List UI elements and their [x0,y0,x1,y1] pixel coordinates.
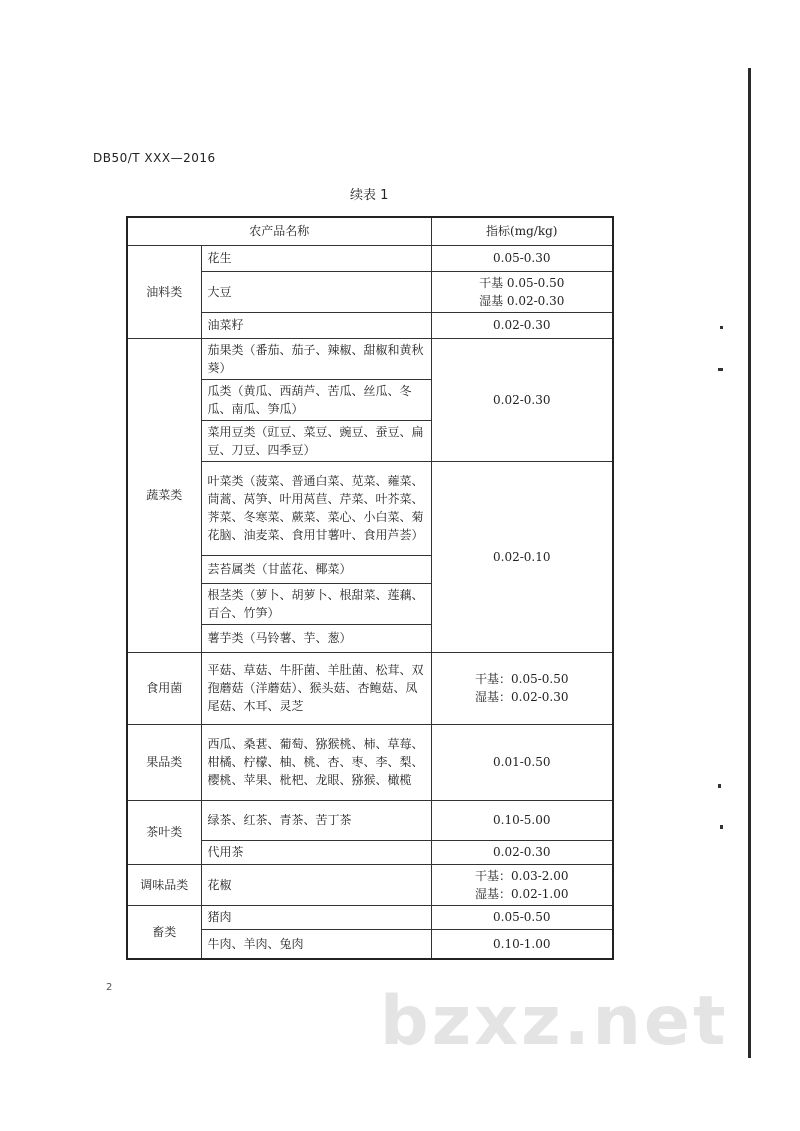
scan-speck [718,784,721,788]
limit-tea: 0.10-5.00 [431,800,613,840]
limit-peanut: 0.05-0.30 [431,245,613,271]
header-product: 农产品名称 [127,217,431,245]
product-solanaceous: 茄果类（番茄、茄子、辣椒、甜椒和黄秋葵） [201,338,431,379]
table-row [127,724,613,800]
watermark-logo: bzxz.net [380,982,729,1061]
limit-dry-basis: 干基：0.03-2.00 [475,868,569,883]
limit-vegetable-group-1: 0.02-0.30 [431,338,613,461]
product-pork: 猪肉 [201,905,431,929]
limit-mushroom [431,652,613,724]
category-vegetable: 蔬菜类 [127,338,201,652]
table-row [127,905,613,929]
standard-id: DB50/T XXX—2016 [93,151,216,165]
scan-edge-rule [748,68,751,1058]
table-header-row [127,217,613,245]
limits-table [126,216,614,960]
category-fungi: 食用菌 [127,652,201,724]
product-tea: 绿茶、红茶、青茶、苦丁茶 [201,800,431,840]
category-livestock: 畜类 [127,905,201,959]
table-title: 续表 1 [350,188,389,203]
scan-speck [720,326,723,329]
product-root: 根茎类（萝卜、胡萝卜、根甜菜、莲藕、百合、竹笋） [201,583,431,624]
product-fruits: 西瓜、桑葚、葡萄、猕猴桃、柿、草莓、柑橘、柠檬、柚、桃、杏、枣、李、梨、樱桃、苹果、枇杷、龙眼、猕猴、橄榄 [201,724,431,800]
category-spice: 调味品类 [127,864,201,905]
limit-wet-basis: 湿基：0.02-0.30 [475,690,569,704]
product-legume: 菜用豆类（豇豆、菜豆、豌豆、蚕豆、扁豆、刀豆、四季豆） [201,420,431,461]
limit-fruits: 0.01-0.50 [431,724,613,800]
scan-speck [720,825,723,829]
limit-beef-mutton-rabbit: 0.10-1.00 [431,929,613,959]
header-limit: 指标(mg/kg) [431,217,613,245]
scan-speck [718,368,723,371]
table-row [127,245,613,271]
limit-pork: 0.05-0.50 [431,905,613,929]
category-oilseed: 油料类 [127,245,201,338]
category-tea: 茶叶类 [127,800,201,864]
product-tuber: 薯芋类（马铃薯、芋、葱） [201,624,431,652]
table-row [127,800,613,840]
product-brassica: 芸苔属类（甘蓝花、椰菜） [201,555,431,583]
limit-dry-basis: 干基：0.05-0.50 [475,672,569,686]
limit-soybean [431,271,613,312]
table-row [127,338,613,379]
product-peanut: 花生 [201,245,431,271]
limit-dry-basis: 干基 0.05-0.50 [479,275,565,290]
product-soybean: 大豆 [201,271,431,312]
product-leafy: 叶菜类（菠菜、普通白菜、苋菜、蕹菜、茼蒿、莴笋、叶用莴苣、芹菜、叶芥菜、荠菜、冬寒菜、蕨菜、菜心、小白菜、菊花脑、油麦菜、食用甘薯叶、食用芦荟） [201,461,431,555]
table-row [127,864,613,905]
product-melon: 瓜类（黄瓜、西葫芦、苦瓜、丝瓜、冬瓜、南瓜、笋瓜） [201,379,431,420]
product-beef-mutton-rabbit: 牛肉、羊肉、兔肉 [201,929,431,959]
product-mushroom: 平菇、草菇、牛肝菌、羊肚菌、松茸、双孢蘑菇（洋蘑菇）、猴头菇、杏鲍菇、凤尾菇、木耳、灵芝 [201,652,431,724]
product-rapeseed: 油菜籽 [201,312,431,338]
limit-vegetable-group-2: 0.02-0.10 [431,461,613,652]
limit-wet-basis: 湿基：0.02-1.00 [475,886,569,901]
product-pepper: 花椒 [201,864,431,905]
table-row [127,652,613,724]
limit-substitute-tea: 0.02-0.30 [431,840,613,864]
product-substitute-tea: 代用茶 [201,840,431,864]
limit-wet-basis: 湿基 0.02-0.30 [479,293,565,308]
category-fruit: 果品类 [127,724,201,800]
limit-pepper [431,864,613,905]
limit-rapeseed: 0.02-0.30 [431,312,613,338]
page-number: 2 [106,982,113,993]
